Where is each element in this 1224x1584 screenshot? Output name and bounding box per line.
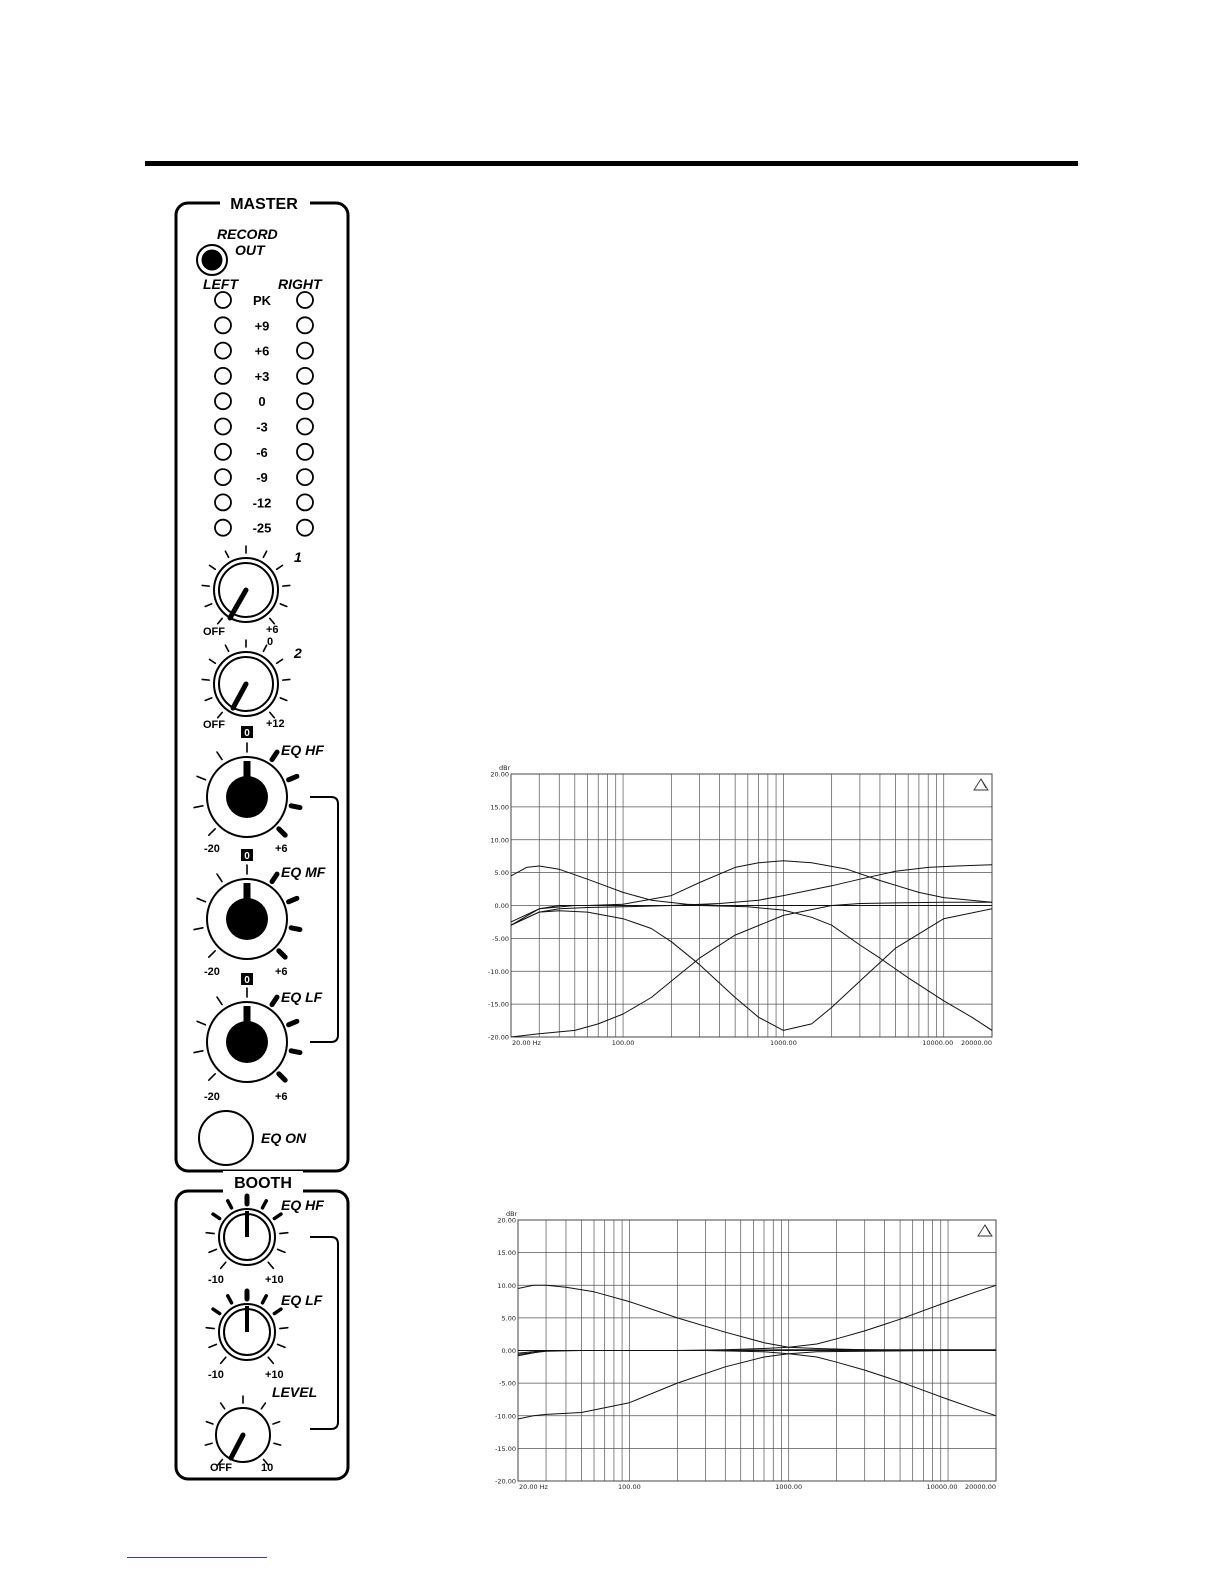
knob-tick [202,679,209,680]
analyzer-logo-icon [974,779,988,790]
y-axis-label: dBr [499,764,511,772]
knob-tick [268,1262,273,1268]
knob-tick [218,712,222,717]
y-tick-label: -15.00 [488,1000,509,1009]
knob-tick [263,551,266,557]
meter-level-label: -25 [252,520,272,536]
knob-tick [262,1201,266,1208]
response-curve [498,1351,996,1371]
meter-led-right [297,444,313,460]
meter-led-right [297,419,313,435]
eq-bracket [310,797,338,1042]
response-curve [498,1351,996,1426]
knob-tick [217,752,222,759]
knob-tick [279,829,285,835]
level-meter [215,292,313,536]
knob-tick [209,1344,216,1347]
knob-tick [205,698,211,701]
y-tick-label: 15.00 [490,803,509,812]
x-tick-label: 20000.00 [964,1483,996,1491]
master-title: MASTER [230,196,298,213]
response-curve [511,861,992,925]
knob-tick [197,1021,205,1024]
booth-eq-lf-max: +10 [265,1369,284,1381]
eq-on-button[interactable] [199,1111,253,1165]
eq-mf-center: 0 [244,851,250,862]
meter-led-left [215,368,231,384]
footer-link-rule [127,1557,267,1558]
knob-tick [228,1296,232,1303]
booth-eq-hf-label: EQ HF [281,1197,324,1213]
knob-1-label: 1 [294,549,302,565]
booth-eq-lf-min: -10 [208,1369,224,1381]
knob-tick [221,1262,226,1268]
x-tick-label: 1000.00 [769,1039,797,1047]
knob-tick [221,1357,226,1363]
knob-tick [274,1309,281,1313]
eq-on-label: EQ ON [261,1130,307,1146]
knob-tick [261,1403,265,1409]
eq-mf-label: EQ MF [281,864,326,880]
knob-tick [218,618,222,623]
meter-led-left [215,317,231,333]
knob-tick [280,1328,288,1329]
meter-level-label: -3 [256,419,268,435]
knob-tick [202,585,209,586]
meter-led-left [215,419,231,435]
y-tick-label: 10.00 [490,836,509,845]
knob-tick [210,565,216,569]
meter-left-label: LEFT [203,276,238,292]
master-knob-2[interactable] [202,640,290,718]
response-curve [511,866,992,906]
knob-tick [197,776,205,779]
master-knob-1[interactable] [202,546,290,624]
booth-level-knob[interactable] [205,1396,280,1465]
knob-tick [194,928,203,930]
knob-tick [278,1249,285,1252]
meter-led-left [215,393,231,409]
meter-right-label: RIGHT [278,276,322,292]
meter-led-right [297,469,313,485]
eq-hf-center: 0 [244,728,250,739]
knob-tick [289,898,297,901]
x-tick-label: 10000.00 [922,1039,954,1047]
frequency-response-chart-booth [480,1206,1010,1496]
eq-lf-center: 0 [244,975,250,986]
y-tick-label: -15.00 [495,1444,516,1453]
meter-level-label: +3 [254,368,270,384]
knob-tick [291,1051,300,1053]
knob-tick [194,1051,203,1053]
knob-tick [268,1357,273,1363]
response-curve [511,902,992,1037]
booth-title: BOOTH [234,1175,292,1192]
meter-led-left [215,444,231,460]
knob-tick [279,1074,285,1080]
knob-tick [225,551,228,557]
knob-tick [272,997,277,1004]
y-tick-label: 5.00 [494,869,509,878]
booth-level-min: OFF [210,1462,232,1474]
meter-led-left [215,494,231,510]
x-tick-label: 20.00 Hz [512,1039,541,1047]
knob-tick [283,585,290,586]
eq-mf-max: +6 [275,966,288,978]
y-tick-label: -20.00 [495,1477,516,1486]
booth-level-label: LEVEL [272,1384,318,1400]
knob-tick [280,1233,288,1234]
knob-tick [209,1074,215,1080]
knob-tick [194,806,203,808]
booth-eq-lf-knob[interactable] [206,1291,288,1363]
knob-tick [205,1443,212,1445]
knob-tick [283,679,290,680]
eq-lf-min: -20 [204,1091,220,1103]
knob-tick [205,604,211,607]
y-tick-label: 20.00 [497,1216,516,1225]
knob-tick [210,659,216,663]
eq-hf-max: +6 [275,843,288,855]
response-curve [511,909,992,1031]
eq-hf-min: -20 [204,843,220,855]
y-axis-label: dBr [506,1210,518,1218]
meter-level-label: -6 [256,444,268,460]
knob-tick [273,1422,280,1424]
knob-tick [206,1233,214,1234]
meter-level-label: PK [252,293,272,308]
knob-1-mid: 0 [267,636,274,648]
knob-2-label: 2 [294,645,302,661]
record-out-label-line1: RECORD [217,226,278,242]
meter-led-right [297,494,313,510]
response-curve [511,865,992,926]
meter-led-right [297,317,313,333]
x-tick-label: 100.00 [611,1039,635,1047]
eq-mf-min: -20 [204,966,220,978]
knob-tick [280,604,286,607]
x-tick-label: 1000.00 [775,1483,803,1491]
knob-tick [274,1443,281,1445]
knob-tick [197,898,205,901]
y-tick-label: 15.00 [497,1249,516,1258]
knob-2-max: +12 [266,718,285,730]
record-out-jack[interactable] [197,245,227,275]
meter-level-label: +9 [254,318,270,334]
y-tick-label: -10.00 [488,967,509,976]
knob-tick [213,1214,220,1218]
meter-led-right [297,343,313,359]
y-tick-label: -5.00 [492,934,509,943]
meter-led-right [297,368,313,384]
x-tick-label: 100.00 [617,1483,641,1491]
knob-tick [209,1249,216,1252]
y-tick-label: 5.00 [501,1314,516,1323]
meter-led-right [297,520,313,536]
y-tick-label: 10.00 [497,1281,516,1290]
meter-level-label: -12 [252,495,272,511]
knob-tick [221,1403,225,1409]
mixer-panel [168,185,358,1495]
knob-tick [228,1201,232,1208]
knob-1-min: OFF [203,626,225,638]
x-tick-label: 10000.00 [926,1483,958,1491]
meter-led-left [215,292,231,308]
knob-tick [289,1021,297,1024]
booth-eq-hf-min: -10 [208,1274,224,1286]
header-rule [145,161,1078,166]
eq-lf-label: EQ LF [281,989,323,1005]
knob-tick [206,1422,213,1424]
meter-level-label: +6 [254,343,270,359]
meter-led-right [297,292,313,308]
knob-tick [272,874,277,881]
knob-tick [280,698,286,701]
eq-lf-max: +6 [275,1091,288,1103]
knob-tick [291,806,300,808]
y-tick-label: -10.00 [495,1412,516,1421]
y-tick-label: 0.00 [501,1347,516,1355]
knob-tick [209,951,215,957]
knob-tick [272,752,277,759]
eq-hf-label: EQ HF [281,742,324,758]
meter-led-right [297,393,313,409]
knob-tick [209,829,215,835]
knob-tick [289,776,297,779]
meter-led-left [215,343,231,359]
y-tick-label: -20.00 [488,1033,509,1042]
knob-tick [279,951,285,957]
x-tick-label: 20.00 Hz [519,1483,548,1491]
x-tick-label: 20000.00 [960,1039,992,1047]
meter-led-left [215,520,231,536]
knob-tick [291,928,300,930]
knob-tick [270,712,274,717]
knob-tick [274,1214,281,1218]
knob-tick [225,645,228,651]
meter-led-left [215,469,231,485]
knob-tick [270,618,274,623]
meter-level-label: 0 [258,394,266,410]
knob-tick [262,1296,266,1303]
frequency-response-chart-master [480,760,1000,1052]
knob-tick [277,565,283,569]
booth-eq-lf-label: EQ LF [281,1292,323,1308]
knob-tick [263,645,266,651]
booth-eq-hf-max: +10 [265,1274,284,1286]
knob-tick [217,997,222,1004]
booth-eq-hf-knob[interactable] [206,1196,288,1268]
knob-1-max: +6 [266,624,279,636]
knob-tick [213,1309,220,1313]
booth-level-max: 10 [261,1462,274,1474]
record-out-label-line2: OUT [235,242,265,258]
y-tick-label: 0.00 [494,902,509,910]
booth-bracket [310,1237,338,1429]
knob-tick [217,874,222,881]
knob-tick [277,659,283,663]
knob-2-min: OFF [203,719,225,731]
analyzer-logo-icon [978,1225,992,1236]
knob-tick [278,1344,285,1347]
knob-tick [206,1328,214,1329]
meter-level-label: -9 [256,470,268,486]
y-tick-label: -5.00 [499,1379,516,1388]
y-tick-label: 20.00 [490,770,509,779]
